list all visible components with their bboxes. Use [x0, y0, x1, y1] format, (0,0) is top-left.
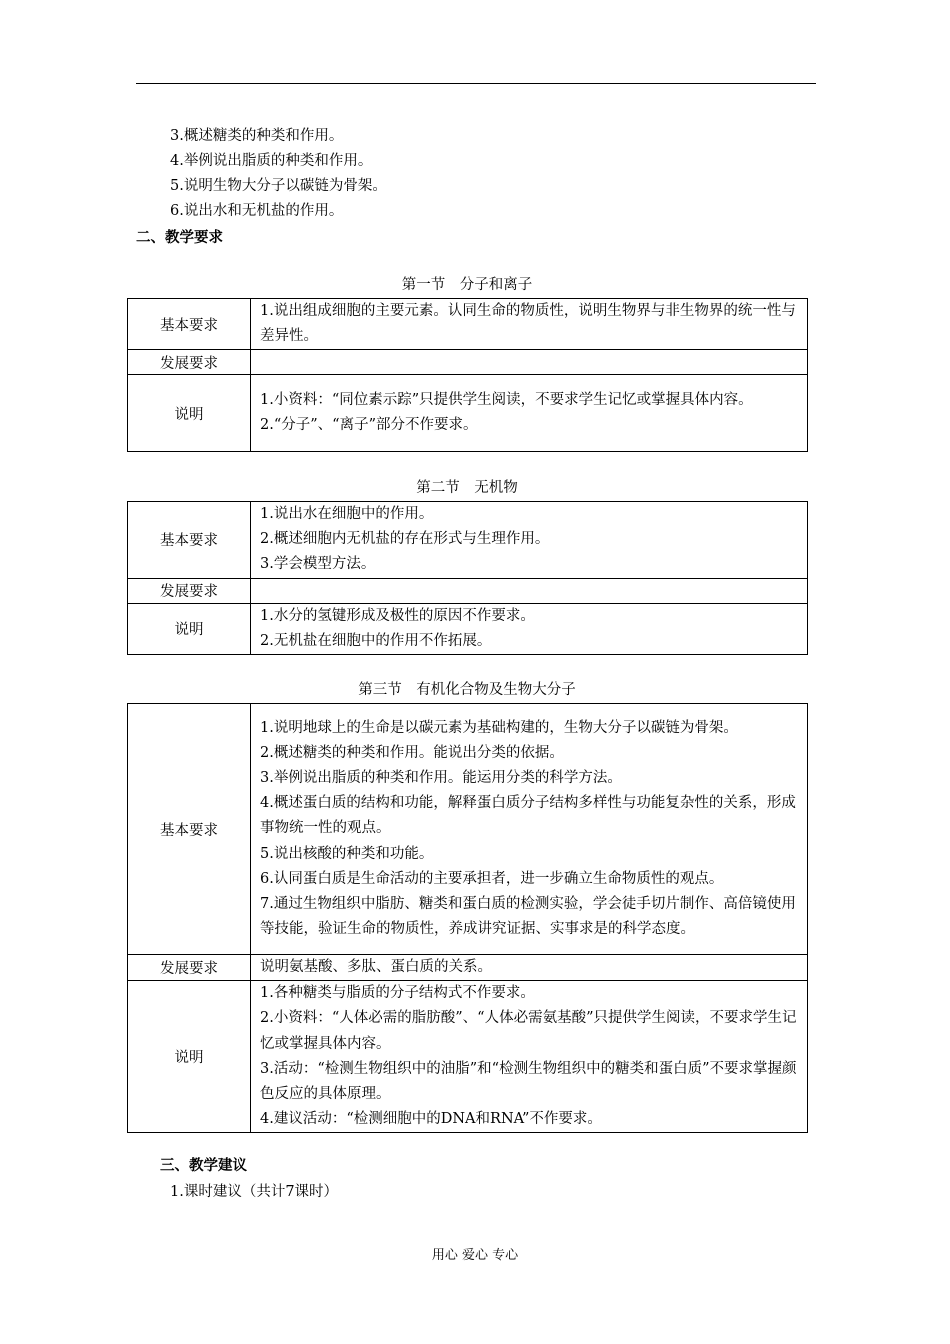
content-line: 1.小资料：“同位素示踪”只提供学生阅读，不要求学生记忆或掌握具体内容。: [260, 392, 753, 409]
intro-list: [170, 124, 387, 224]
row-label: 基本要求: [128, 502, 251, 579]
content-line: 3.举例说出脂质的种类和作用。能运用分类的科学方法。: [260, 769, 622, 786]
row-label: 基本要求: [128, 704, 251, 955]
content-line: 1.说明地球上的生命是以碳元素为基础构建的，生物大分子以碳链为骨架。: [260, 719, 738, 736]
row-content: [251, 955, 808, 981]
list-item: 6.说出水和无机盐的作用。: [170, 203, 344, 219]
row-content: [251, 502, 808, 579]
row-label: 说明: [128, 603, 251, 654]
content-line: 5.说出核酸的种类和功能。: [260, 845, 434, 862]
table-caption: 第三节 有机化合物及生物大分子: [358, 682, 576, 698]
content-line: 2.小资料：“人体必需的脂肪酸”、“人体必需氨基酸”只提供学生阅读，不要求学生记忆或掌握具体内容。: [260, 1010, 797, 1052]
content-line: 1.说出组成细胞的主要元素。认同生命的物质性，说明生物界与非生物界的统一性与差异性。: [260, 303, 796, 345]
table-caption: 第一节 分子和离子: [401, 277, 533, 293]
content-line: 2.“分子”、“离子”部分不作要求。: [260, 417, 478, 434]
subsection-item: 1.课时建议（共计7课时）: [170, 1184, 339, 1200]
row-label: 发展要求: [128, 955, 251, 981]
section-heading: 二、教学要求: [136, 230, 223, 246]
list-item: 5.说明生物大分子以碳链为骨架。: [170, 178, 387, 194]
content-line: 1.说出水在细胞中的作用。: [260, 506, 434, 522]
content-line: 3.活动：“检测生物组织中的油脂”和“检测生物组织中的糖类和蛋白质”不要求掌握颜色反应的具体原理。: [260, 1060, 797, 1103]
row-content: [251, 578, 808, 603]
list-item: 4.举例说出脂质的种类和作用。: [170, 153, 373, 169]
content-line: 4.建议活动：“检测细胞中的DNA和RNA”不作要求。: [260, 1111, 602, 1128]
content-line: 4.概述蛋白质的结构和功能，解释蛋白质分子结构多样性与功能复杂性的关系，形成事物统一性的观点。: [260, 795, 796, 837]
requirements-table: [127, 703, 808, 1133]
row-content: [251, 603, 808, 654]
row-label: 发展要求: [128, 350, 251, 375]
row-content: [251, 299, 808, 350]
content-line: 3.学会模型方法。: [260, 556, 376, 573]
requirements-table: [127, 501, 808, 655]
content-line: 2.概述糖类的种类和作用。能说出分类的依据。: [260, 744, 564, 761]
section-heading: 三、教学建议: [160, 1158, 247, 1174]
content-line: 说明氨基酸、多肽、蛋白质的关系。: [260, 959, 492, 975]
content-line: 6.认同蛋白质是生命活动的主要承担者，进一步确立生命物质性的观点。: [260, 870, 724, 887]
page-footer: 用心 爱心 专心: [431, 1248, 519, 1263]
row-label: 发展要求: [128, 578, 251, 603]
content-line: 1.各种糖类与脂质的分子结构式不作要求。: [260, 985, 535, 1002]
row-label: 说明: [128, 981, 251, 1133]
content-line: 2.无机盐在细胞中的作用不作拓展。: [260, 632, 492, 649]
list-item: 3.概述糖类的种类和作用。: [170, 128, 344, 144]
row-content: [251, 375, 808, 452]
requirements-table: [127, 298, 808, 452]
table-caption: 第二节 无机物: [416, 480, 518, 496]
row-content: [251, 350, 808, 375]
content-line: 1.水分的氢键形成及极性的原因不作要求。: [260, 607, 535, 624]
content-line: 7.通过生物组织中脂肪、糖类和蛋白质的检测实验，学会徒手切片制作、高倍镜使用等技能，验证生命的物质性，养成讲究证据、实事求是的科学态度。: [260, 896, 796, 938]
row-content: [251, 704, 808, 955]
row-content: [251, 981, 808, 1133]
content-line: 2.概述细胞内无机盐的存在形式与生理作用。: [260, 531, 550, 548]
header-rule: [136, 83, 816, 84]
row-label: 说明: [128, 375, 251, 452]
row-label: 基本要求: [128, 299, 251, 350]
